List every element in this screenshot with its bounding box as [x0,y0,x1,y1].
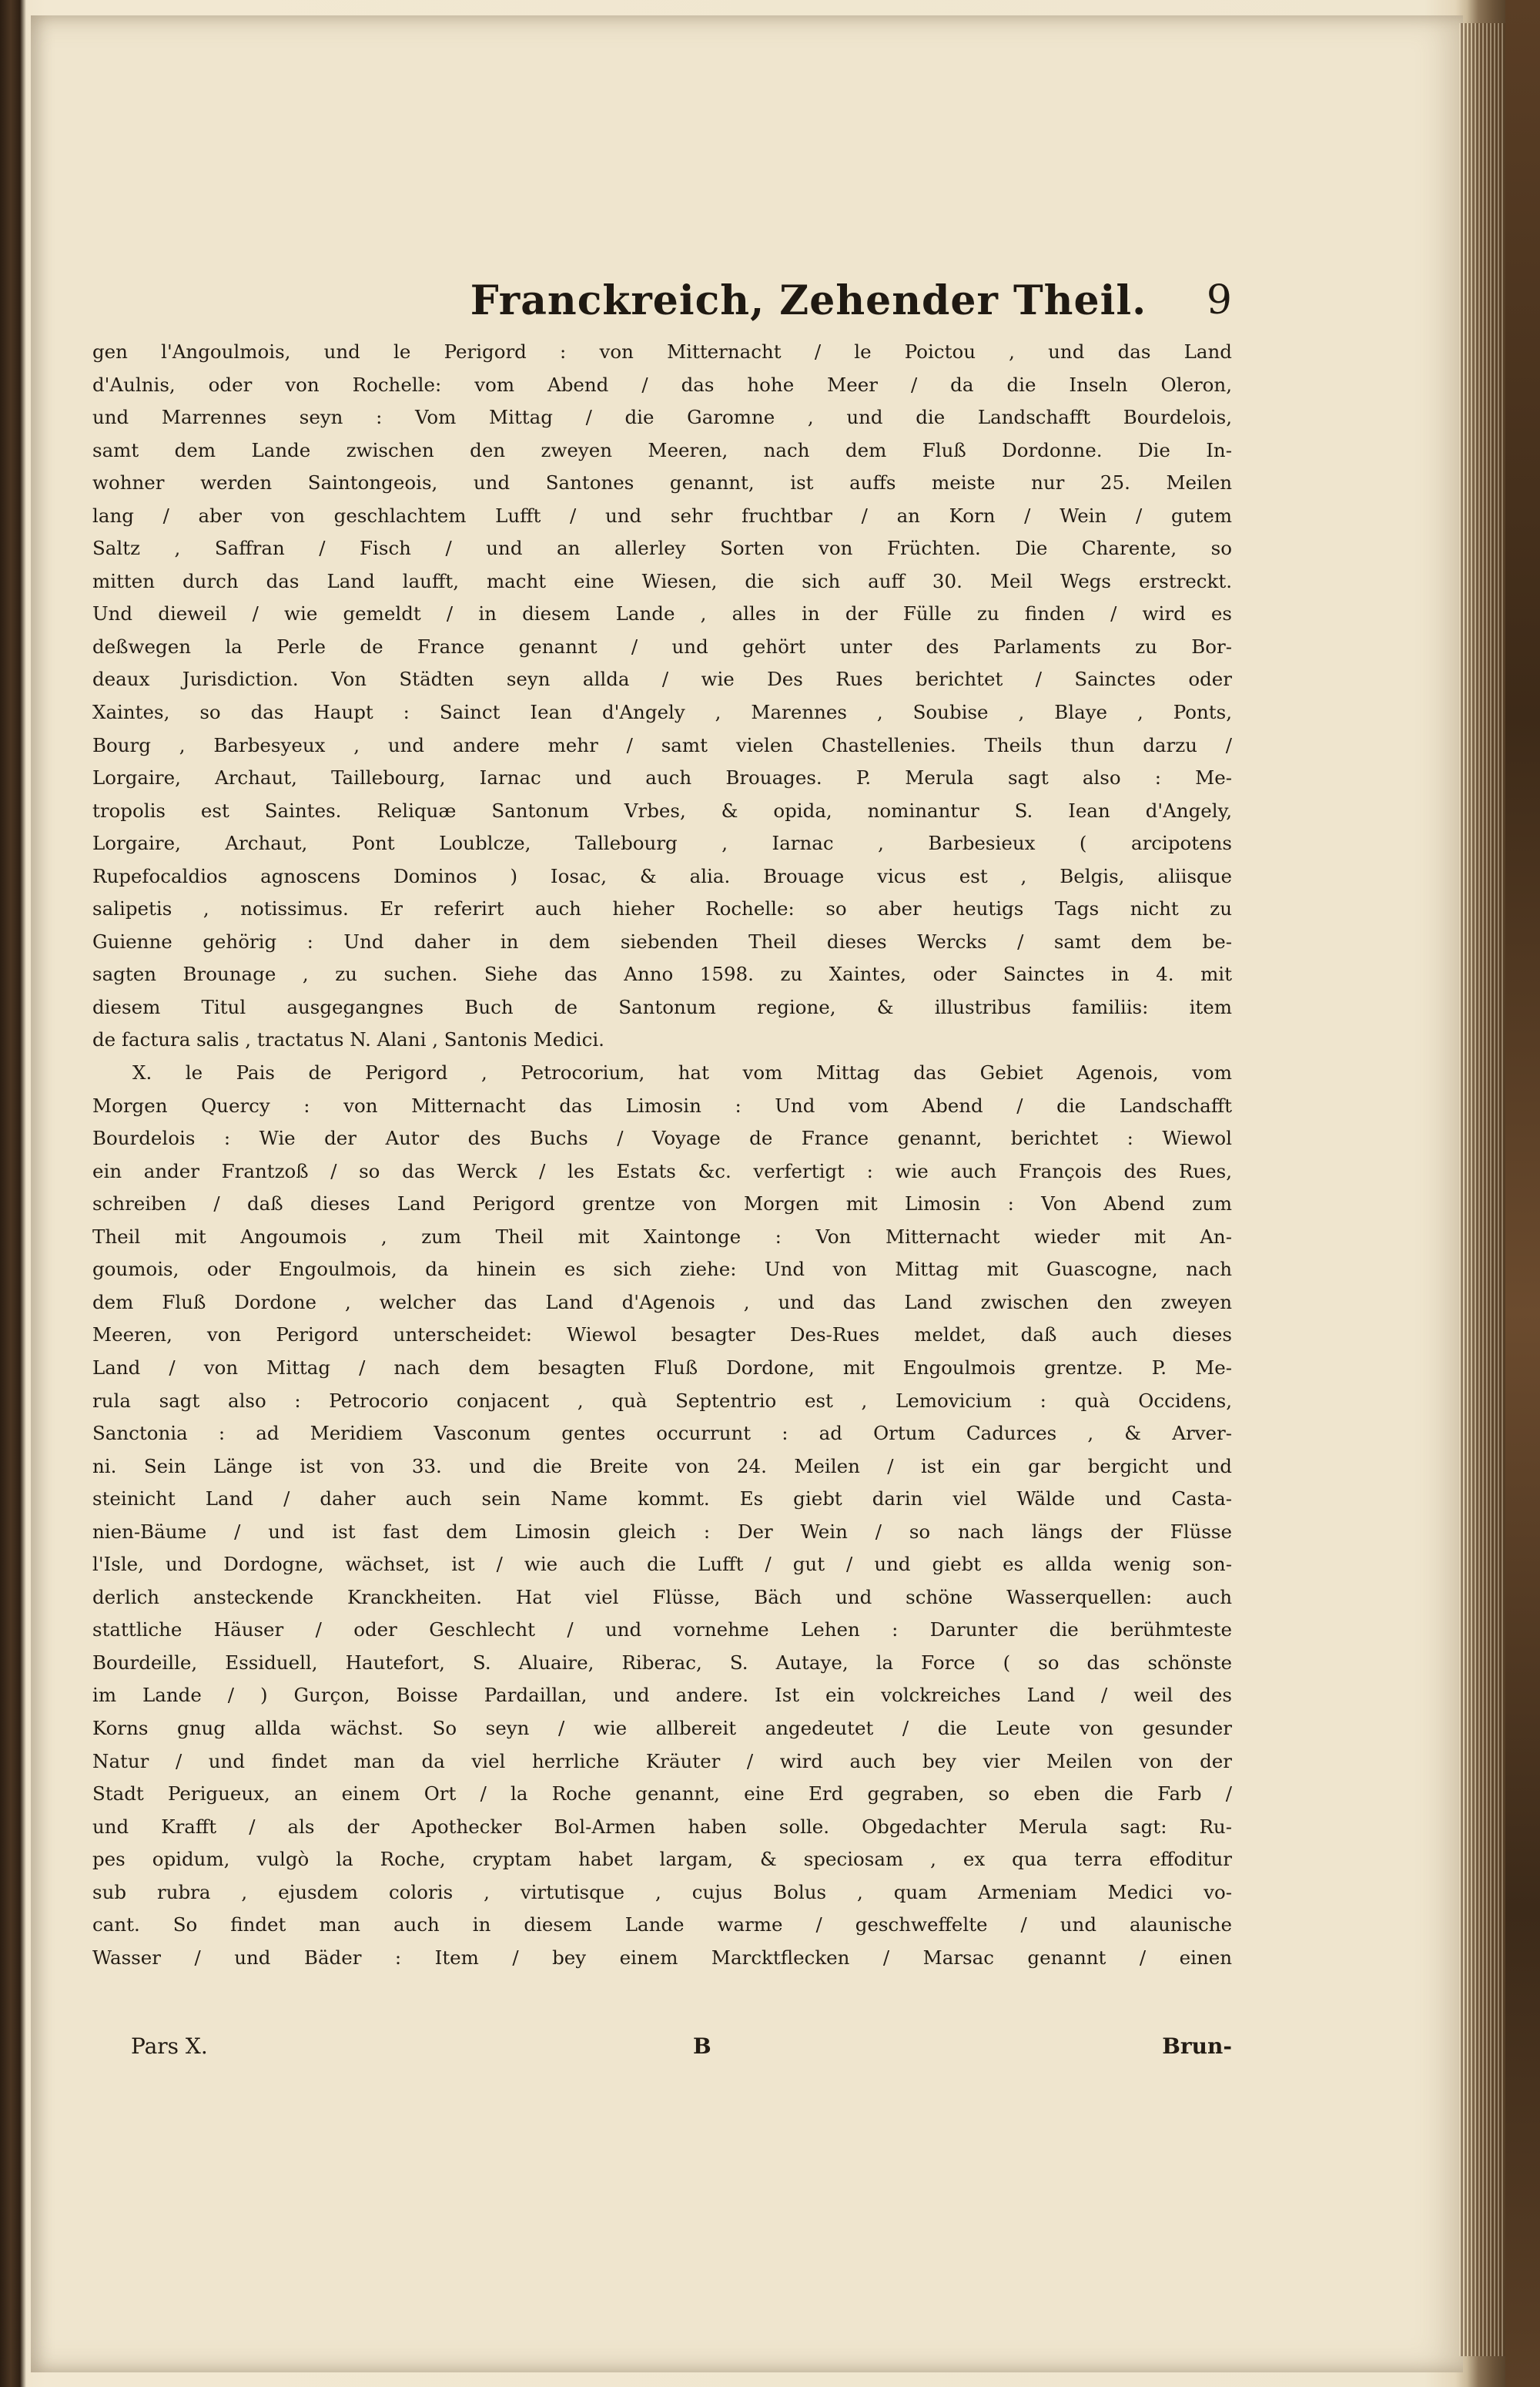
text-line: Bourdeille, Essiduell, Hautefort, S. Aluaire, Riberac, S. Autaye, la Force ( so das schönste [92,1651,1232,1674]
text-line: de factura salis , tractatus N. Alani , Santonis Medici. [92,1028,604,1051]
text-line: Lorgaire, Archaut, Pont Loublcze, Tallebourg , Iarnac , Barbesieux ( arcipotens [92,832,1232,855]
text-line: dem Fluß Dordone , welcher das Land d'Agenois , und das Land zwischen den zweyen [92,1290,1232,1313]
text-line: Bourdelois : Wie der Autor des Buchs / Voyage de France genannt, berichtet : Wiewol [92,1127,1232,1150]
text-line: deaux Jurisdiction. Von Städten seyn allda / wie Des Rues berichtet / Sainctes oder [92,668,1232,691]
signature-mark: B [693,2033,711,2059]
text-line [92,1974,1232,2007]
catchword: Brun- [1162,2033,1232,2059]
text-line: Land / von Mittag / nach dem besagten Fluß Dordone, mit Engoulmois grentze. P. Me- [92,1356,1232,1379]
text-line: Morgen Quercy : von Mitternacht das Limosin : Und vom Abend / die Landschafft [92,1094,1232,1117]
text-line: wohner werden Saintongeois, und Santones genannt, ist auffs meiste nur 25. Meilen [92,471,1232,494]
text-line: Theil mit Angoumois , zum Theil mit Xaintonge : Von Mitternacht wieder mit An- [92,1225,1232,1248]
text-line: und Krafft / als der Apothecker Bol-Armen haben solle. Obgedachter Merula sagt: Ru- [92,1815,1232,1838]
text-line: Guienne gehörig : Und daher in dem siebenden Theil dieses Wercks / samt dem be- [92,930,1232,953]
page-number: 9 [1206,277,1232,324]
text-line: samt dem Lande zwischen den zweyen Meeren, nach dem Fluß Dordonne. Die In- [92,438,1232,461]
text-line: sagten Brounage , zu suchen. Siehe das Anno 1598. zu Xaintes, oder Sainctes in 4. mit [92,963,1232,986]
text-line: Sanctonia : ad Meridiem Vasconum gentes occurrunt : ad Ortum Cadurces , & Arver- [92,1422,1232,1445]
text-line: steinicht Land / daher auch sein Name kommt. Es giebt darin viel Wälde und Casta- [92,1487,1232,1510]
text-line: diesem Titul ausgegangnes Buch de Santonum regione, & illustribus familiis: item [92,995,1232,1018]
text-line: nien-Bäume / und ist fast dem Limosin gleich : Der Wein / so nach längs der Flüsse [92,1520,1232,1543]
text-line: Wasser / und Bäder : Item / bey einem Marcktflecken / Marsac genannt / einen [92,1946,1232,1969]
text-line: Und dieweil / wie gemeldt / in diesem Lande , alles in der Fülle zu finden / wird es [92,602,1232,625]
text-line: Korns gnug allda wächst. So seyn / wie allbereit angedeutet / die Leute von gesunder [92,1716,1232,1739]
text-line: im Lande / ) Gurçon, Boisse Pardaillan, und andere. Ist ein volckreiches Land / weil des [92,1684,1232,1707]
text-line: und Marrennes seyn : Vom Mittag / die Garomne , und die Landschafft Bourdelois, [92,406,1232,429]
text-line: tropolis est Saintes. Reliquæ Santonum Vrbes, & opida, nominantur S. Iean d'Angely, [92,799,1232,822]
text-line: goumois, oder Engoulmois, da hinein es sich ziehe: Und von Mittag mit Guascogne, nach [92,1258,1232,1281]
text-line: Bourg , Barbesyeux , und andere mehr / samt vielen Chastellenies. Theils thun darzu / [92,733,1232,756]
text-line: rula sagt also : Petrocorio conjacent , quà Septentrio est , Lemovicium : quà Occidens, [92,1389,1232,1412]
text-line: Xaintes, so das Haupt : Sainct Iean d'Angely , Marennes , Soubise , Blaye , Ponts, [92,701,1232,724]
running-title: Franckreich, Zehender Theil. [470,277,1147,324]
text-line: salipetis , notissimus. Er referirt auch hieher Rochelle: so aber heutigs Tags nicht zu [92,897,1232,920]
page-header [400,277,1232,339]
text-line: ein ander Frantzoß / so das Werck / les Estats &c. verfertigt : wie auch François des Rues, [92,1159,1232,1182]
text-line: sub rubra , ejusdem coloris , virtutisque , cujus Bolus , quam Armeniam Medici vo- [92,1880,1232,1903]
body-text [92,336,1232,2007]
text-line: schreiben / daß dieses Land Perigord grentze von Morgen mit Limosin : Von Abend zum [92,1192,1232,1215]
text-line: Meeren, von Perigord unterscheidet: Wiewol besagter Des-Rues meldet, daß auch dieses [92,1323,1232,1346]
text-line: pes opidum, vulgò la Roche, cryptam habet largam, & speciosam , ex qua terra effoditur [92,1848,1232,1871]
text-line: stattliche Häuser / oder Geschlecht / und vornehme Lehen : Darunter die berühmteste [92,1618,1232,1641]
text-line: Natur / und findet man da viel herrliche Kräuter / wird auch bey vier Meilen von der [92,1749,1232,1772]
part-label: Pars X. [131,2033,208,2059]
text-line: ni. Sein Länge ist von 33. und die Breite von 24. Meilen / ist ein gar bergicht und [92,1454,1232,1477]
paragraph-start-line: X. le Pais de Perigord , Petrocorium, hat vom Mittag das Gebiet Agenois, vom [132,1061,1232,1085]
text-line: Stadt Perigueux, an einem Ort / la Roche genannt, eine Erd gegraben, so eben die Farb / [92,1782,1232,1805]
text-line: d'Aulnis, oder von Rochelle: vom Abend / das hohe Meer / da die Inseln Oleron, [92,373,1232,396]
text-line: derlich ansteckende Kranckheiten. Hat viel Flüsse, Bäch und schöne Wasserquellen: auch [92,1585,1232,1608]
page-edges [1459,23,1505,2356]
book-cover-edge [1505,0,1540,2387]
text-line: lang / aber von geschlachtem Lufft / und sehr fruchtbar / an Korn / Wein / gutem [92,504,1232,527]
text-line: Lorgaire, Archaut, Taillebourg, Iarnac und auch Brouages. P. Merula sagt also : Me- [92,766,1232,790]
text-line: deßwegen la Perle de France genannt / und gehört unter des Parlaments zu Bor- [92,635,1232,658]
text-line: mitten durch das Land laufft, macht eine Wiesen, die sich auff 30. Meil Wegs erstreckt. [92,569,1232,592]
text-line: gen l'Angoulmois, und le Perigord : von Mitternacht / le Poictou , und das Land [92,340,1232,363]
text-line: cant. So findet man auch in diesem Lande warme / geschweffelte / und alaunische [92,1913,1232,1936]
text-line: l'Isle, und Dordogne, wächset, ist / wie auch die Lufft / gut / und giebt es allda wenig son- [92,1553,1232,1576]
page-footer [131,2033,1232,2072]
text-line: Rupefocaldios agnoscens Dominos ) Iosac, & alia. Brouage vicus est , Belgis, aliisque [92,864,1232,887]
text-line: Saltz , Saffran / Fisch / und an allerley Sorten von Früchten. Die Charente, so [92,537,1232,560]
